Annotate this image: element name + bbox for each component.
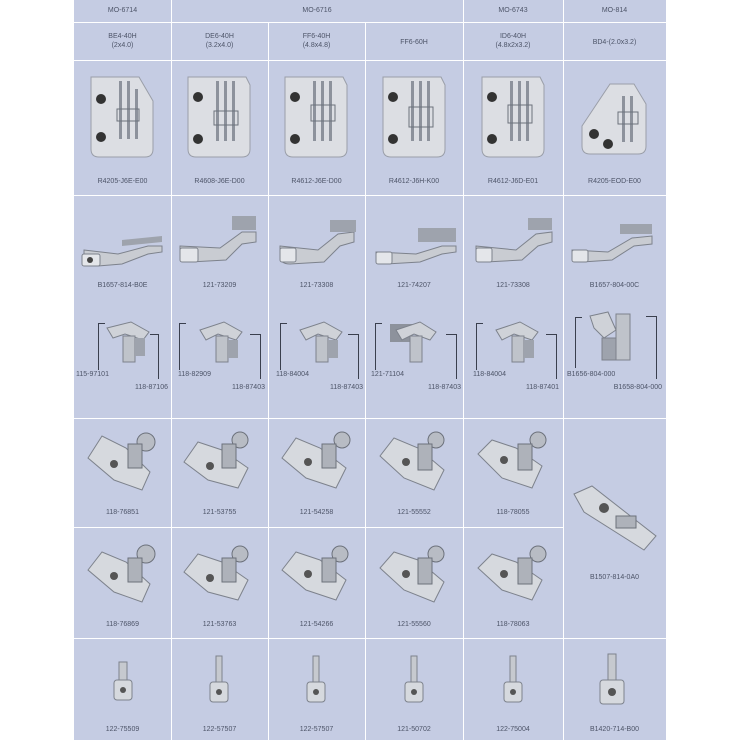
presser-foot-image [376,428,454,496]
looper-image [103,318,155,368]
grid-line [74,195,666,196]
part-number: 122-57507 [202,726,237,733]
gauge-code: DE6-40H [205,33,234,40]
leader-line [446,334,457,379]
grid-line [463,0,464,740]
part-number: R4205-J6E-E00 [97,178,148,185]
needle-clamp-image [303,654,329,708]
leader-line [375,323,382,370]
presser-foot-image [278,540,356,608]
gauge-code: FF6-40H [302,33,331,40]
part-number: R4205-EOD-E00 [588,178,641,185]
presser-foot-image [474,540,552,608]
part-number: 118-84004 [276,371,309,378]
presser-foot-image [376,540,454,608]
part-number: 121-53755 [202,509,237,516]
gauge-header [171,32,268,50]
grid-line [171,0,172,740]
model-header: MO-6743 [498,7,528,14]
leader-line [348,334,359,379]
part-number: 121-73308 [496,282,530,289]
part-number: B1657-804-00C [589,282,640,289]
needle-plate-image [283,75,349,159]
part-number: 121-54258 [299,509,334,516]
part-number: 122-57507 [299,726,334,733]
grid-line [74,418,666,419]
looper-image [296,318,348,368]
needle-clamp-image [596,652,628,710]
part-number: 121-73209 [202,282,237,289]
part-number: 118-87403 [232,384,265,391]
part-number: R4612-J6E-D00 [291,178,342,185]
part-number: B1658-804-000 [613,384,662,391]
needle-plate-image [580,82,648,156]
feed-dog-image [276,216,360,274]
part-number: R4612-J6H-K00 [388,178,440,185]
leader-line [476,323,483,370]
part-number: B1507-814-0A0 [589,574,640,581]
leader-line [546,334,557,379]
gauge-code: ID6-40H [499,33,527,40]
part-number: 121-71104 [371,371,404,378]
feed-dog-image [78,224,166,274]
grid-line [74,60,666,61]
gauge-header [463,32,563,50]
presser-foot-image [84,540,162,608]
part-number: 121-74207 [397,282,431,289]
part-number: R4612-J6D-E01 [487,178,539,185]
part-number: 118-87106 [135,384,168,391]
leader-line [179,323,186,370]
gauge-size: (4.8x4.8) [302,42,331,49]
presser-foot-image [474,428,552,496]
gauge-header [563,38,666,47]
presser-foot-image [570,482,662,554]
needle-plate-image [186,75,252,159]
gauge-code: FF6-60H [400,39,428,46]
part-number: 121-55560 [397,621,431,628]
part-number: 118-87401 [526,384,559,391]
leader-line [280,323,287,370]
needle-plate-image [480,75,546,159]
needle-clamp-image [401,654,427,708]
gauge-size: (2x4.0) [111,42,134,49]
part-number: B1420-714-B00 [589,726,640,733]
needle-clamp-image [500,654,526,708]
looper-image [386,316,442,368]
needle-plate-image [381,75,447,159]
feed-dog-image [568,222,658,274]
feed-dog-image [176,212,262,274]
needle-clamp-image [206,654,232,708]
looper-image [196,318,248,368]
model-header: MO-6714 [107,7,138,14]
leader-line [575,317,582,368]
gauge-header [74,32,171,50]
part-number: 121-54266 [299,621,334,628]
part-number: 118-84004 [473,371,506,378]
part-number: 115-97101 [76,371,109,378]
part-number: 118-76851 [106,509,139,516]
gauge-header [365,38,463,47]
part-number: 122-75509 [105,726,140,733]
feed-dog-image [372,222,460,274]
feed-dog-image [472,214,558,274]
gauge-code: BD4-(2.0x3.2) [592,39,637,46]
part-number: 121-55552 [397,509,431,516]
part-number: 118-87403 [330,384,363,391]
part-number: 118-87403 [428,384,461,391]
presser-foot-image [180,428,258,496]
part-number: B1657-814-B0E [97,282,148,289]
leader-line [646,316,657,379]
gauge-code: BE4-40H [108,33,137,40]
presser-foot-image [278,428,356,496]
needle-plate-image [89,75,155,159]
model-header: MO-6716 [302,7,332,14]
presser-foot-image [84,428,162,496]
gauge-size: (4.8x2x3.2) [495,42,531,49]
leader-line [250,334,261,379]
grid-line [563,0,564,740]
part-number: R4608-J6E-D00 [194,178,245,185]
part-number: 118-82909 [178,371,211,378]
part-number: 122-75004 [496,726,530,733]
model-header: MO-814 [601,7,628,14]
part-number: 118-78063 [496,621,530,628]
part-number: 121-53763 [202,621,237,628]
part-number: 118-78055 [496,509,530,516]
grid-line [74,527,564,528]
parts-sheet [74,0,666,740]
needle-clamp-image [110,660,136,708]
presser-foot-image [180,540,258,608]
grid-line [74,22,666,23]
part-number: 121-73308 [299,282,334,289]
looper-image [492,318,544,368]
grid-line [268,22,269,740]
part-number: B1656-804-000 [567,371,616,378]
grid-line [365,22,366,740]
part-number: 121-50702 [397,726,431,733]
grid-line [74,638,666,639]
looper-image [586,310,642,368]
gauge-header [268,32,365,50]
gauge-size: (3.2x4.0) [205,42,234,49]
part-number: 118-76869 [106,621,139,628]
